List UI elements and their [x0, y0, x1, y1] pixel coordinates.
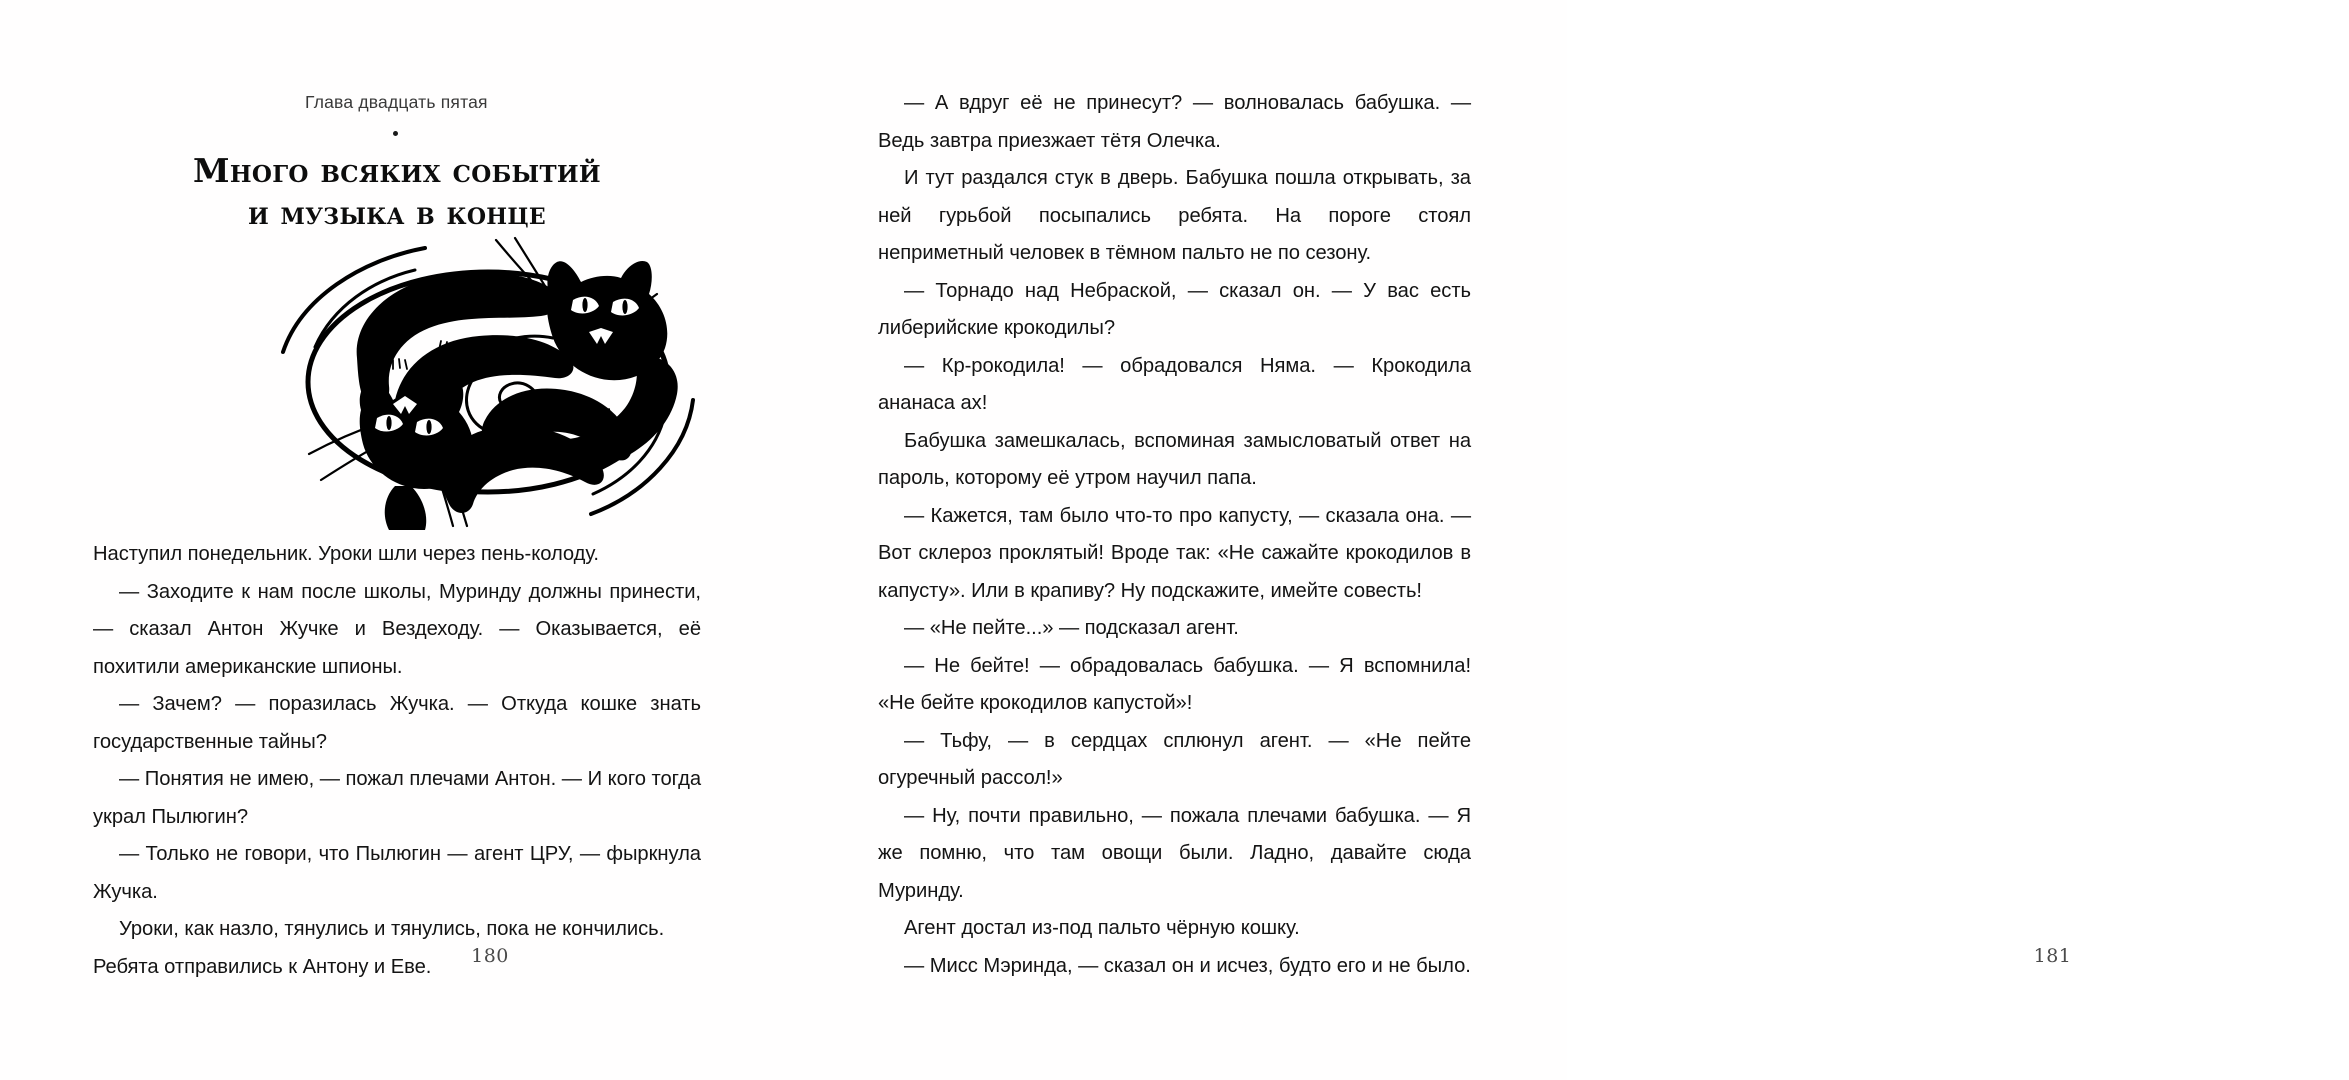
page-number-right: 181	[2033, 945, 2072, 967]
paragraph: — «Не пейте...» — подсказал агент.	[904, 617, 1239, 639]
paragraph: — Кажется, там было что-то про капусту, — сказала она. — Вот склероз проклятый! Вроде так: «Не сажайте крокодилов в капусту». Или в крапиву? Ну подскажите, имейте совесть!	[878, 504, 1477, 602]
paragraph: — Торнадо над Небраской, — сказал он. — У вас есть либерийские крокодилы?	[878, 279, 1477, 339]
paragraph: Уроки, как назло, тянулись и тянулись, пока не кончились. Ребята отправились к Антону и Еве.	[93, 918, 670, 978]
paragraph: — Заходите к нам после школы, Муринду должны принести, — сказал Антон Жучке и Вездеходу. — Оказывается, её похитили американские шпионы.	[93, 580, 707, 678]
paragraph: — А вдруг её не принесут? — волновалась бабушка. — Ведь завтра приезжает тётя Олечка.	[878, 92, 1477, 152]
chapter-dot-ornament	[393, 131, 398, 136]
chapter-title-line-1: Много всяких событий	[193, 151, 601, 190]
paragraph: — Не бейте! — обрадовалась бабушка. — Я вспомнила! «Не бейте крокодилов капустой»!	[878, 654, 1477, 714]
chapter-label: Глава двадцать пятая	[305, 92, 488, 112]
paragraph: Агент достал из-под пальто чёрную кошку.	[904, 917, 1300, 939]
paragraph: — Тьфу, — в сердцах сплюнул агент. — «Не пейте огуречный рассол!»	[878, 729, 1477, 789]
left-page	[93, 0, 707, 1080]
page-number-left: 180	[471, 945, 509, 967]
chapter-title-line-2: и музыка в конце	[247, 194, 547, 232]
paragraph: — Понятия не имею, — пожал плечами Антон. — И кого тогда украл Пылюгин?	[93, 768, 707, 828]
paragraph: — Кр-рокодила! — обрадовался Няма. — Крокодила ананаса ах!	[878, 354, 1477, 414]
right-page	[878, 0, 2072, 1080]
paragraph: И тут раздался стук в дверь. Бабушка пошла открывать, за ней гурьбой посыпались ребята. На пороге стоял неприметный человек в тёмном пальто не по сезону.	[878, 167, 1477, 264]
paragraph: — Только не говори, что Пылюгин — агент ЦРУ, — фыркнула Жучка.	[93, 843, 707, 903]
paragraph: Бабушка замешкалась, вспоминая замысловатый ответ на пароль, которому её утром научил папа.	[878, 429, 1477, 489]
paragraph: — Ну, почти правильно, — пожала плечами бабушка. — Я же помню, что там овощи были. Ладно, давайте сюда Муринду.	[878, 804, 1477, 902]
chapter-illustration	[253, 232, 723, 532]
left-page-body-text	[93, 536, 707, 986]
paragraph: Наступил понедельник. Уроки шли через пень-колоду.	[93, 543, 599, 565]
page-title	[93, 150, 701, 234]
two-cats-tornado-icon	[253, 232, 723, 532]
paragraph: — Мисс Мэринда, — сказал он и исчез, будто его и не было.	[904, 954, 1471, 977]
paragraph: — Зачем? — поразилась Жучка. — Откуда кошке знать государственные тайны?	[93, 693, 707, 753]
right-page-body-text	[878, 85, 1477, 985]
